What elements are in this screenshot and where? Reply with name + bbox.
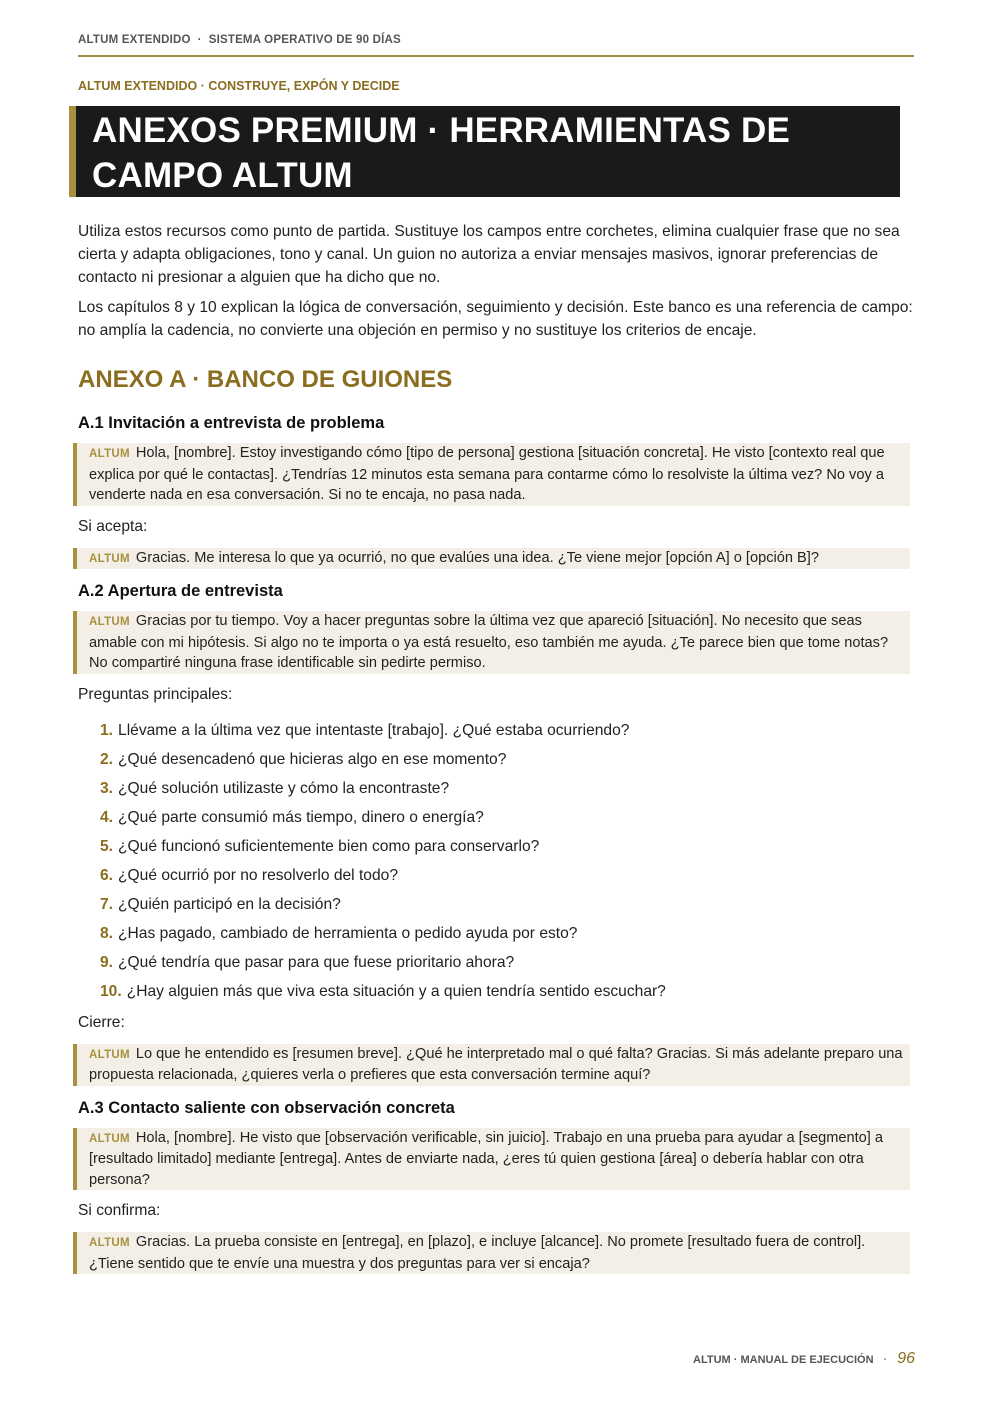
footer-text: ALTUM · MANUAL DE EJECUCIÓN [693,1354,874,1366]
annex-title: ANEXO A · BANCO DE GUIONES [78,366,453,393]
script-block [73,443,910,506]
script-text: Gracias. La prueba consiste en [entrega], en [plazo], e incluye [alcance]. No promete [resultado fuera de control]. ¿Tiene sentido que te envíe una muestra y dos preguntas para ver si encaja? [89,1234,866,1272]
script-tag: ALTUM [89,1048,130,1061]
followup-label: Si acepta: [78,517,148,535]
script-block [73,1044,910,1086]
questions-label: Preguntas principales: [78,685,233,703]
script-text: Lo que he entendido es [resumen breve]. ¿Qué he interpretado mal o qué falta? Gracias. Si más adelante preparo una propuesta relacionada, ¿quieres verla o prefieres que esta conversación termine aquí? [89,1045,903,1083]
intro-paragraph-2: Los capítulos 8 y 10 explican la lógica de conversación, seguimiento y decisión. Este banco es una referencia de campo: no amplía la cadencia, no convierte una objeción en permiso y no sustituye los criterios de encaje. [78,299,913,339]
list-number: 1. [100,721,114,739]
list-item [100,861,914,890]
list-text: ¿Has pagado, cambiado de herramienta o pedido ayuda por esto? [118,924,578,942]
header-rule [78,55,914,57]
script-block [73,1232,910,1274]
list-text: ¿Qué solución utilizaste y cómo la encontraste? [118,779,450,797]
page-title: ANEXOS PREMIUM · HERRAMIENTAS DE CAMPO ALTUM [92,111,791,195]
main-content [78,220,914,1285]
running-header [78,34,914,46]
script-tag: ALTUM [89,552,130,565]
questions-list [78,716,914,1006]
script-block [73,1128,910,1191]
script-text: Gracias. Me interesa lo que ya ocurrió, no que evalúes una idea. ¿Te viene mejor [opción A] o [opción B]? [135,549,819,566]
section-heading-a3: A.3 Contacto saliente con observación concreta [78,1098,455,1117]
list-number: 4. [100,808,114,826]
list-item [100,745,914,774]
list-item [100,716,914,745]
list-item [100,832,914,861]
script-block [73,611,910,674]
list-text: ¿Qué ocurrió por no resolverlo del todo? [118,866,398,884]
header-book: ALTUM EXTENDIDO [78,34,191,46]
section-kicker: ALTUM EXTENDIDO · CONSTRUYE, EXPÓN Y DECIDE [78,79,400,93]
list-number: 5. [100,837,114,855]
list-item [100,890,914,919]
list-item [100,774,914,803]
footer-separator: · [883,1354,888,1366]
script-tag: ALTUM [89,448,130,460]
section-heading-a2: A.2 Apertura de entrevista [78,582,283,600]
script-block [73,548,910,570]
script-tag: ALTUM [89,616,130,628]
followup-label: Si confirma: [78,1202,161,1219]
list-text: ¿Qué desencadenó que hicieras algo en ese momento? [118,750,507,768]
script-text: Hola, [nombre]. He visto que [observación verificable, sin juicio]. Trabajo en una prueba para ayudar a [segmento] a [resultado limitado] mediante [entrega]. Antes de enviarte nada, ¿eres tú quien gestiona [área] o debería hablar con otra persona? [89,1129,884,1188]
list-text: Llévame a la última vez que intentaste [trabajo]. ¿Qué estaba ocurriendo? [118,721,630,739]
intro-paragraph-1: Utiliza estos recursos como punto de partida. Sustituye los campos entre corchetes, elimina cualquier frase que no sea cierta y adapta obligaciones, tono y canal. Un guion no autoriza a enviar mensajes masivos, ignorar preferencias de contacto ni presionar a alguien que ha dicho que no. [78,223,900,286]
list-number: 3. [100,779,114,797]
list-number: 9. [100,953,114,971]
list-number: 6. [100,866,114,884]
script-text: Hola, [nombre]. Estoy investigando cómo [tipo de persona] gestiona [situación concreta]. He visto [contexto real que explica por qué le contactas]. ¿Tendrías 12 minutos esta semana para contarme cómo lo resolviste la última vez? No voy a venderte nada en esa conversación. Si no te encaja, no pasa nada. [89,445,885,503]
section-heading-a1: A.1 Invitación a entrevista de problema [78,414,385,432]
list-text: ¿Qué funcionó suficientemente bien como para conservarlo? [118,837,540,855]
list-item [100,803,914,832]
list-item [100,977,914,1006]
list-text: ¿Qué parte consumió más tiempo, dinero o energía? [118,808,484,826]
list-number: 8. [100,924,114,942]
list-number: 10. [100,982,122,1000]
list-item [100,919,914,948]
list-text: ¿Hay alguien más que viva esta situación y a quien tendría sentido escuchar? [126,982,666,1000]
list-text: ¿Quién participó en la decisión? [118,895,341,913]
header-separator: · [197,34,202,46]
script-tag: ALTUM [89,1132,130,1145]
closing-label: Cierre: [78,1013,125,1031]
script-tag: ALTUM [89,1237,130,1249]
list-item [100,948,914,977]
list-text: ¿Qué tendría que pasar para que fuese prioritario ahora? [118,953,515,971]
title-banner [69,106,900,197]
list-number: 2. [100,750,114,768]
page-number: 96 [897,1350,915,1367]
header-series: SISTEMA OPERATIVO DE 90 DÍAS [208,34,401,46]
list-number: 7. [100,895,114,913]
script-text: Gracias por tu tiempo. Voy a hacer preguntas sobre la última vez que apareció [situación]. No necesito que seas amable con mi hipótesis. Si algo no te importa o ya está resuelto, eso también me ayuda. ¿Te parece bien que tome notas? No compartiré ninguna frase identificable sin pedirte permiso. [89,613,889,671]
page-footer [693,1350,915,1368]
